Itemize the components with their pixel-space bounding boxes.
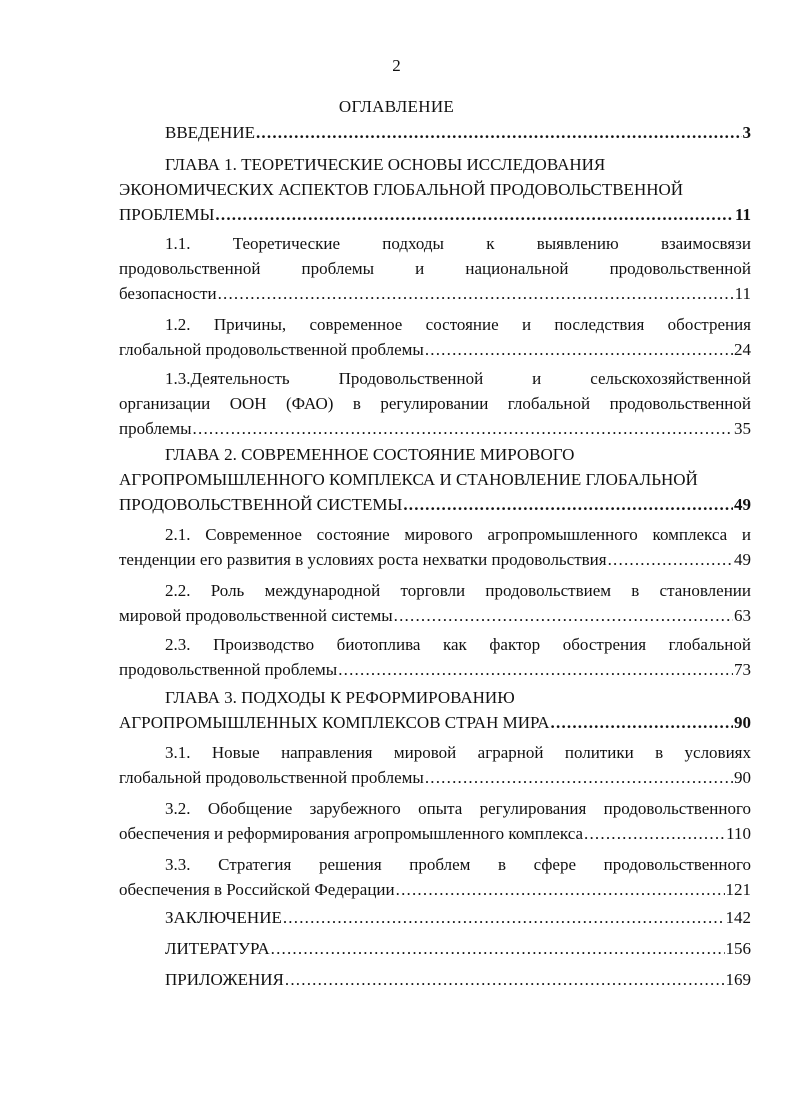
toc-entry-chapter-3[interactable] — [119, 685, 751, 735]
toc-entry-line: АГРОПРОМЫШЛЕННОГО КОМПЛЕКСА И СТАНОВЛЕНИЕ ГЛОБАЛЬНОЙ — [119, 470, 698, 489]
toc-entry-conclusion[interactable] — [119, 905, 751, 930]
toc-entry-chapter-1[interactable] — [119, 152, 751, 227]
toc-page-number: 3 — [742, 123, 751, 142]
toc-entry-section-2-2[interactable] — [119, 578, 751, 628]
toc-entry-line: проблемы — [119, 419, 192, 438]
leader-dots — [396, 877, 725, 902]
toc-entry-line: 1.1. Теоретические подходы к выявлению взаимосвязи — [165, 234, 751, 253]
toc-entry-title: ЛИТЕРАТУРА — [165, 939, 270, 958]
toc-entry-line: тенденции его развития в условиях роста нехватки продовольствия — [119, 550, 607, 569]
toc-entry-title: ЗАКЛЮЧЕНИЕ — [165, 908, 282, 927]
toc-entry-section-2-3[interactable] — [119, 632, 751, 682]
leader-dots — [403, 492, 733, 517]
toc-page-number: 110 — [726, 824, 751, 843]
toc-page-number: 63 — [734, 606, 751, 625]
toc-entry-section-3-1[interactable] — [119, 740, 751, 790]
toc-entry-line: ГЛАВА 3. ПОДХОДЫ К РЕФОРМИРОВАНИЮ — [165, 688, 515, 707]
toc-page-number: 35 — [734, 419, 751, 438]
toc-entry-line: 3.2. Обобщение зарубежного опыта регулирования продовольственного — [165, 799, 751, 818]
leader-dots — [218, 281, 734, 306]
toc-entry-line: 3.3. Стратегия решения проблем в сфере продовольственного — [165, 855, 751, 874]
leader-dots — [283, 905, 725, 930]
toc-entry-line: ГЛАВА 2. СОВРЕМЕННОЕ СОСТОЯНИЕ МИРОВОГО — [165, 445, 575, 464]
toc-entry-line: 1.3.Деятельность Продовольственной и сельскохозяйственной — [165, 369, 751, 388]
leader-dots — [215, 202, 734, 227]
toc-page-number: 121 — [725, 880, 751, 899]
toc-entry-line: обеспечения и реформирования агропромышленного комплекса — [119, 824, 584, 843]
toc-entry-section-1-3[interactable] — [119, 366, 751, 441]
toc-page-number: 156 — [725, 939, 751, 958]
toc-entry-appendix[interactable] — [119, 967, 751, 992]
leader-dots — [285, 967, 725, 992]
toc-page-number: 169 — [725, 970, 751, 989]
toc-entry-line: ЭКОНОМИЧЕСКИХ АСПЕКТОВ ГЛОБАЛЬНОЙ ПРОДОВОЛЬСТВЕННОЙ — [119, 180, 684, 199]
toc-entry-section-1-2[interactable] — [119, 312, 751, 362]
toc-entry-line: мировой продовольственной системы — [119, 606, 393, 625]
leader-dots — [256, 120, 742, 145]
toc-entry-line: организации ООН (ФАО) в регулировании глобальной продовольственной — [119, 394, 751, 413]
toc-entry-line: ГЛАВА 1. ТЕОРЕТИЧЕСКИЕ ОСНОВЫ ИССЛЕДОВАНИЯ — [165, 155, 606, 174]
leader-dots — [551, 710, 733, 735]
toc-heading: ОГЛАВЛЕНИЕ — [338, 97, 455, 116]
leader-dots — [193, 416, 733, 441]
toc-page-number: 49 — [734, 495, 751, 514]
toc-entry-line: продовольственной проблемы — [119, 660, 338, 679]
page-number: 2 — [392, 56, 401, 75]
toc-entry-line: обеспечения в Российской Федерации — [119, 880, 395, 899]
leader-dots — [608, 547, 733, 572]
toc-page-number: 90 — [734, 713, 751, 732]
toc-entry-section-3-3[interactable] — [119, 852, 751, 902]
toc-entry-line: 2.2. Роль международной торговли продовольствием в становлении — [165, 581, 751, 600]
toc-entry-literature[interactable] — [119, 936, 751, 961]
leader-dots — [394, 603, 733, 628]
toc-page-number: 11 — [734, 284, 751, 303]
toc-entry-line: ПРОБЛЕМЫ — [119, 205, 215, 224]
toc-page-number: 11 — [734, 205, 751, 224]
toc-entry-line: глобальной продовольственной проблемы — [119, 768, 424, 787]
leader-dots — [425, 765, 733, 790]
toc-entry-section-1-1[interactable] — [119, 231, 751, 306]
toc-page-number: 142 — [725, 908, 751, 927]
toc-page-number: 49 — [734, 550, 751, 569]
toc-entry-line: безопасности — [119, 284, 217, 303]
toc-entry-line: АГРОПРОМЫШЛЕННЫХ КОМПЛЕКСОВ СТРАН МИРА — [119, 713, 550, 732]
leader-dots — [584, 821, 725, 846]
toc-page-number: 73 — [734, 660, 751, 679]
toc-entry-intro[interactable] — [119, 120, 751, 145]
leader-dots — [425, 337, 733, 362]
toc-entry-title: ВВЕДЕНИЕ — [165, 123, 255, 142]
toc-entry-line: глобальной продовольственной проблемы — [119, 340, 424, 359]
toc-entry-line: продовольственной проблемы и национальной продовольственной — [119, 259, 751, 278]
toc-page-number: 90 — [734, 768, 751, 787]
leader-dots — [271, 936, 725, 961]
toc-entry-chapter-2[interactable] — [119, 442, 751, 517]
leader-dots — [338, 657, 733, 682]
toc-entry-line: 2.3. Производство биотоплива как фактор обострения глобальной — [165, 635, 751, 654]
toc-entry-line: 1.2. Причины, современное состояние и последствия обострения — [165, 315, 751, 334]
toc-entry-section-2-1[interactable] — [119, 522, 751, 572]
toc-entry-line: ПРОДОВОЛЬСТВЕННОЙ СИСТЕМЫ — [119, 495, 403, 514]
toc-entry-title: ПРИЛОЖЕНИЯ — [165, 970, 284, 989]
toc-entry-section-3-2[interactable] — [119, 796, 751, 846]
toc-page-number: 24 — [734, 340, 751, 359]
toc-entry-line: 3.1. Новые направления мировой аграрной политики в условиях — [165, 743, 751, 762]
toc-entry-line: 2.1. Современное состояние мирового агропромышленного комплекса и — [165, 525, 751, 544]
